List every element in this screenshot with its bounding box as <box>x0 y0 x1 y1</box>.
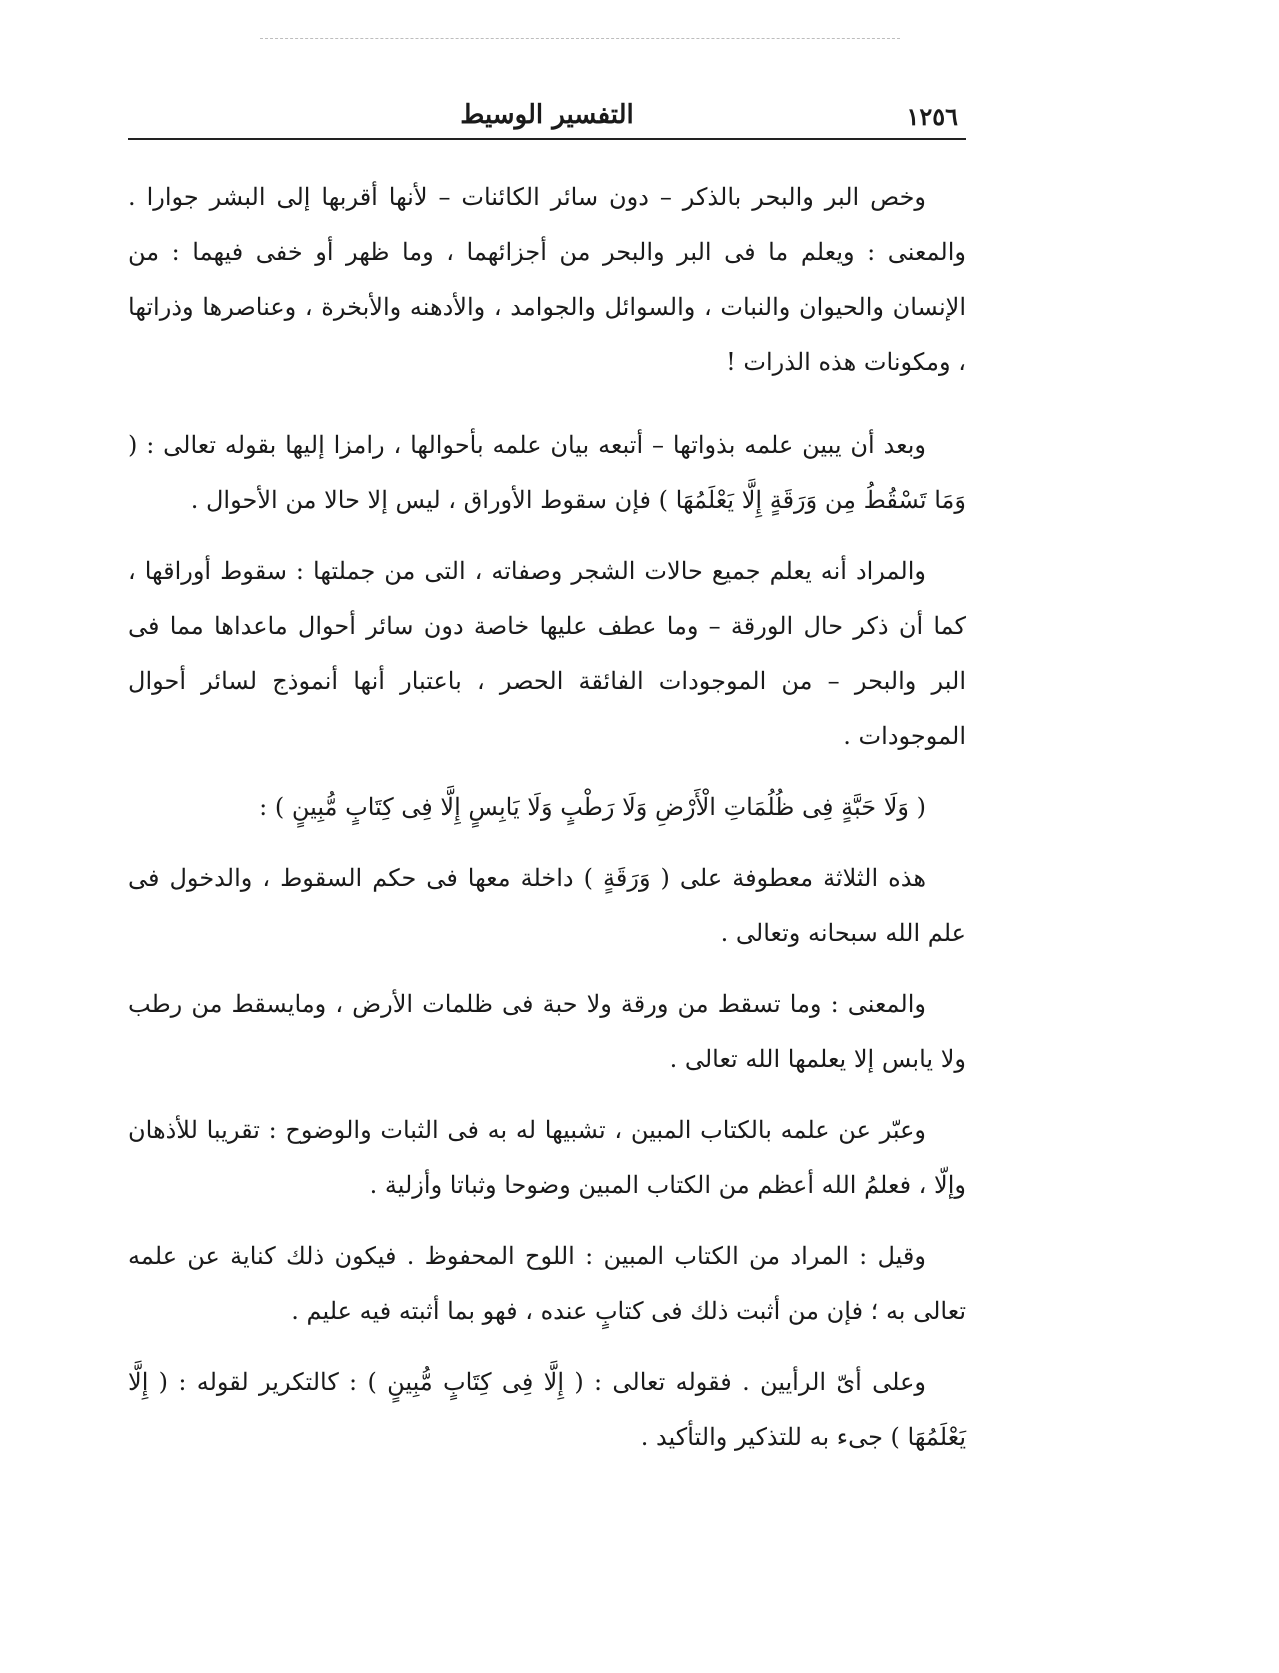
paragraph: وقيل : المراد من الكتاب المبين : اللوح المحفوظ . فيكون ذلك كناية عن علمه تعالى به ؛ فإن من أثبت ذلك فى كتابٍ عنده ، فهو بما أثبته فيه عليم . <box>128 1242 966 1325</box>
paragraph: والمراد أنه يعلم جميع حالات الشجر وصفاته ، التى من جملتها : سقوط أوراقها ، كما أن ذكر حال الورقة – وما عطف عليها خاصة دون سائر أحوال ماعداها مما فى البر والبحر – من الموجودات الفائقة الحصر ، باعتبار أنها أنموذج لسائر أحوال الموجودات . <box>128 557 966 750</box>
page-body <box>128 170 966 1481</box>
paragraph: هذه الثلاثة معطوفة على ( وَرَقَةٍ ) داخلة معها فى حكم السقوط ، والدخول فى علم الله سبحانه وتعالى . <box>128 864 966 947</box>
paragraph: وخص البر والبحر بالذكر – دون سائر الكائنات – لأنها أقربها إلى البشر جوارا . والمعنى : ويعلم ما فى البر والبحر من أجزائهما ، وما ظهر أو خفى فيهما : من الإنسان والحيوان والنبات ، والسوائل والجوامد ، والأدهنه والأبخرة ، وعناصرها وذراتها ، ومكونات هذه الذرات ! <box>128 183 966 376</box>
paragraph: وعلى أىّ الرأيين . فقوله تعالى : ( إِلَّا فِى كِتَابٍ مُّبِينٍ ) : كالتكرير لقوله : ( إِلَّا يَعْلَمُهَا ) جىء به للتذكير والتأكيد . <box>128 1368 966 1451</box>
page-header <box>128 98 966 140</box>
quran-verse: ( وَلَا حَبَّةٍ فِى ظُلُمَاتِ الْأَرْضِ وَلَا رَطْبٍ وَلَا يَابِسٍ إِلَّا فِى كِتَابٍ مُّبِينٍ ) : <box>259 793 926 821</box>
scan-artifact-line <box>260 38 900 39</box>
paragraph: وبعد أن يبين علمه بذواتها – أتبعه بيان علمه بأحوالها ، رامزا إليها بقوله تعالى : ( وَمَا تَسْقُطُ مِن وَرَقَةٍ إِلَّا يَعْلَمُهَا ) فإن سقوط الأوراق ، ليس إلا حالا من الأحوال . <box>128 431 966 514</box>
running-title: التفسير الوسيط <box>460 100 634 130</box>
page-number: ١٢٥٦ <box>906 102 958 131</box>
paragraph: والمعنى : وما تسقط من ورقة ولا حبة فى ظلمات الأرض ، ومايسقط من رطب ولا يابس إلا يعلمها الله تعالى . <box>128 990 966 1073</box>
paragraph: وعبّر عن علمه بالكتاب المبين ، تشبيها له به فى الثبات والوضوح : تقريبا للأذهان وإلّا ، فعلمُ الله أعظم من الكتاب المبين وضوحا وثباتا وأزلية . <box>128 1116 966 1199</box>
